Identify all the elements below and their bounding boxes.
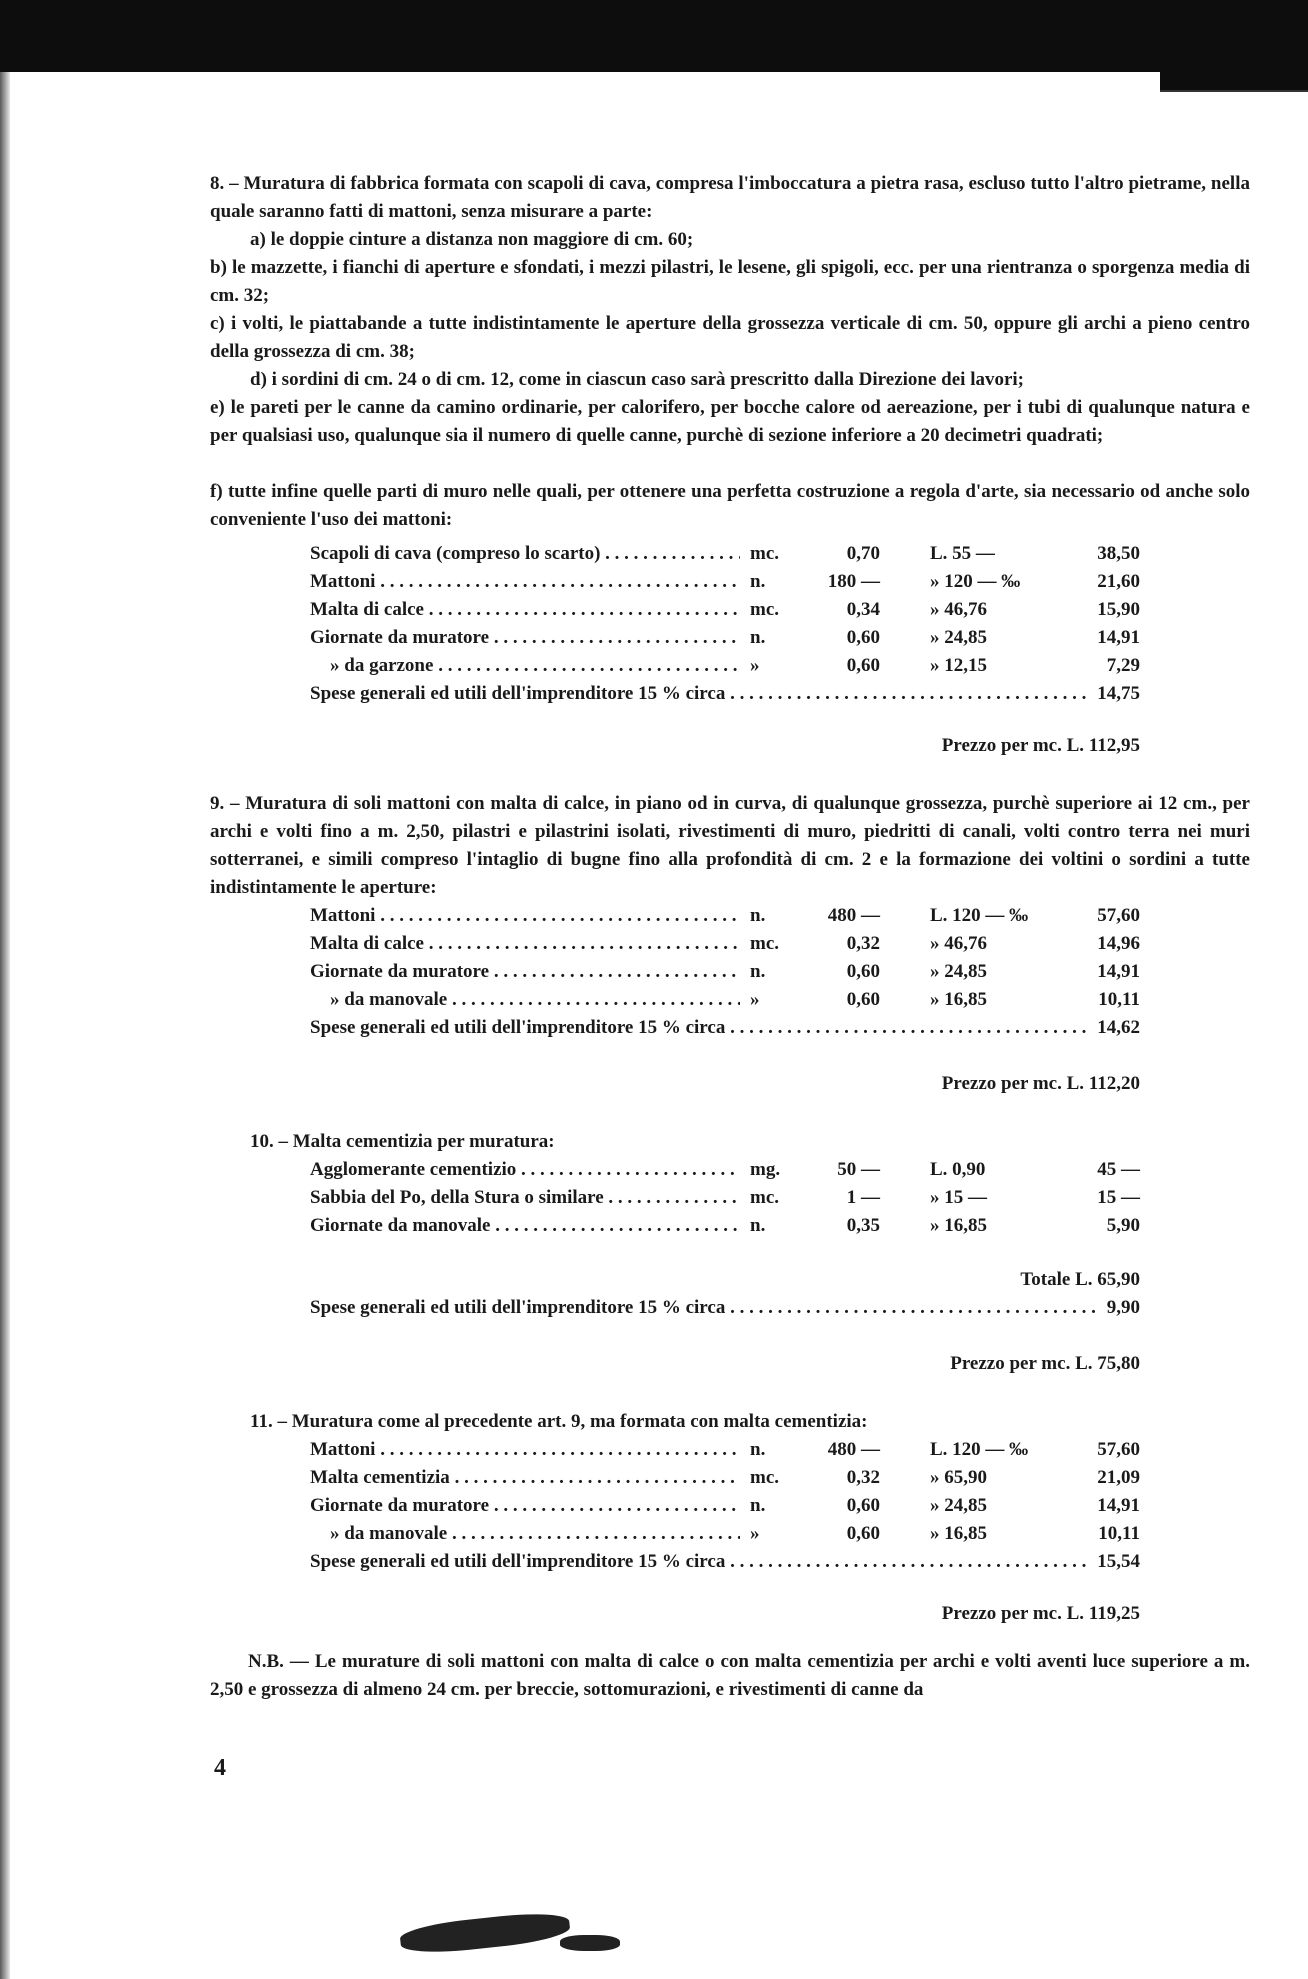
row-unit: n. xyxy=(750,1495,766,1516)
row-qty: 1 — xyxy=(846,1187,880,1208)
row-total: 15 — xyxy=(1097,1187,1140,1208)
row-item: Sabbia del Po, della Stura o similare . . . xyxy=(310,1184,740,1212)
row-qty: 0,60 xyxy=(846,655,880,676)
row-item: » da manovale . . . xyxy=(330,1520,740,1548)
row-item: Giornate da muratore . . . xyxy=(310,1492,740,1520)
row-qty: 0,60 xyxy=(846,1495,880,1516)
table-row xyxy=(310,624,1140,652)
sec8-item-b: b) le mazzette, i fianchi di aperture e sfondati, i mezzi pilastri, le lesene, gli spigoli, ecc. per una rientranza o sporgenza media di cm. 32; xyxy=(210,257,1250,306)
row-price: » 120 — ‰ xyxy=(930,571,1021,592)
table-row xyxy=(310,568,1140,596)
row-total: 14,91 xyxy=(1097,961,1140,982)
row-item: Mattoni . . . xyxy=(310,1436,740,1464)
table-row xyxy=(310,1156,1140,1184)
row-price: L. 120 — ‰ xyxy=(930,1439,1029,1460)
row-price: » 12,15 xyxy=(930,655,987,676)
row-total: 14,91 xyxy=(1097,1495,1140,1516)
sec8-item-d: d) i sordini di cm. 24 o di cm. 12, come in ciascun caso sarà prescritto dalla Direzione dei lavori; xyxy=(250,369,1025,390)
table-row xyxy=(310,1184,1140,1212)
row-qty: 480 — xyxy=(827,905,880,926)
row-qty: 50 — xyxy=(837,1159,880,1180)
row-unit: mc. xyxy=(750,543,780,564)
spese-total: 15,54 xyxy=(1091,1548,1140,1576)
row-price: » 46,76 xyxy=(930,599,987,620)
row-item: Malta di calce . . . xyxy=(310,930,740,958)
row-qty: 0,60 xyxy=(846,989,880,1010)
row-unit: n. xyxy=(750,961,766,982)
row-qty: 0,60 xyxy=(846,961,880,982)
sec8-item-f: f) tutte infine quelle parti di muro nelle quali, per ottenere una perfetta costruzione a regola d'arte, sia necessario od anche solo conveniente l'uso dei mattoni: xyxy=(210,481,1250,530)
spese-total: 14,75 xyxy=(1091,680,1140,708)
row-price: » 24,85 xyxy=(930,961,987,982)
row-price: » 16,85 xyxy=(930,989,987,1010)
table-row xyxy=(310,986,1140,1014)
row-unit: n. xyxy=(750,1215,766,1236)
row-unit: » xyxy=(750,655,760,676)
spese-row xyxy=(310,1548,1140,1576)
table-row xyxy=(310,540,1140,568)
table-row xyxy=(310,1520,1140,1548)
row-item: Agglomerante cementizio . . . xyxy=(310,1156,740,1184)
row-qty: 0,35 xyxy=(846,1215,880,1236)
spese-label: Spese generali ed utili dell'imprenditore 15 % circa xyxy=(310,683,726,704)
sec9-intro: 9. – Muratura di soli mattoni con malta di calce, in piano od in curva, di qualunque grossezza, purchè superiore ai 12 cm., per archi e volti fino a m. 2,50, pilastri e pilastrini isolati, rivestimenti di muro, piedritti di canali, volti contro terra nei muri sotterranei, e simili compreso l'intaglio di bugne fino alla profondità di cm. 2 e la formazione dei voltini o sordini a tutte indistintamente le aperture: xyxy=(210,793,1250,898)
sec8-item-e: e) le pareti per le canne da camino ordinarie, per calorifero, per bocche calore od aereazione, per i tubi di qualunque natura e per qualsiasi uso, qualunque sia il numero di quelle canne, purchè di sezione inferiore a 20 decimetri quadrati; xyxy=(210,397,1250,446)
row-qty: 0,70 xyxy=(846,543,880,564)
row-qty: 0,60 xyxy=(846,627,880,648)
row-total: 14,91 xyxy=(1097,627,1140,648)
row-total: 14,96 xyxy=(1097,933,1140,954)
row-unit: n. xyxy=(750,1439,766,1460)
row-unit: n. xyxy=(750,627,766,648)
row-total: 38,50 xyxy=(1097,543,1140,564)
row-item: » da manovale . . . xyxy=(330,986,740,1014)
spese-label: Spese generali ed utili dell'imprenditore 15 % circa xyxy=(310,1297,726,1318)
row-price: » 24,85 xyxy=(930,1495,987,1516)
row-item: Mattoni . . . xyxy=(310,568,740,596)
row-price: L. 0,90 xyxy=(930,1159,986,1180)
row-price: L. 55 — xyxy=(930,543,995,564)
spese-row xyxy=(310,1294,1140,1322)
spese-row xyxy=(310,1014,1140,1042)
table-row xyxy=(310,596,1140,624)
scan-smudge xyxy=(399,1909,571,1957)
row-total: 45 — xyxy=(1097,1159,1140,1180)
spese-total: 9,90 xyxy=(1101,1294,1140,1322)
table-row xyxy=(310,1492,1140,1520)
row-total: 21,09 xyxy=(1097,1467,1140,1488)
scan-smudge xyxy=(560,1935,620,1951)
table-row xyxy=(310,1436,1140,1464)
row-total: 21,60 xyxy=(1097,571,1140,592)
prezzo-line: Prezzo per mc. L. 75,80 xyxy=(950,1353,1140,1374)
row-qty: 180 — xyxy=(827,571,880,592)
scan-left-edge xyxy=(0,72,10,1979)
row-unit: mc. xyxy=(750,599,780,620)
sec8-item-c: c) i volti, le piattabande a tutte indistintamente le aperture della grossezza verticale di cm. 50, oppure gli archi a pieno centro della grossezza di cm. 38; xyxy=(210,313,1250,362)
sec8-item-a: a) le doppie cinture a distanza non maggiore di cm. 60; xyxy=(250,229,694,250)
scan-top-border-right xyxy=(1160,72,1308,90)
row-item: Mattoni . . . xyxy=(310,902,740,930)
row-item: Malta cementizia . . . xyxy=(310,1464,740,1492)
row-item: Giornate da muratore . . . xyxy=(310,624,740,652)
page-number: 4 xyxy=(214,1755,226,1781)
sec11-intro: 11. – Muratura come al precedente art. 9, ma formata con malta cementizia: xyxy=(250,1411,868,1432)
row-unit: mc. xyxy=(750,933,780,954)
row-price: L. 120 — ‰ xyxy=(930,905,1029,926)
row-unit: mg. xyxy=(750,1159,781,1180)
scan-top-border xyxy=(0,0,1308,72)
row-price: » 15 — xyxy=(930,1187,987,1208)
row-qty: 0,34 xyxy=(846,599,880,620)
row-price: » 24,85 xyxy=(930,627,987,648)
scan-top-line xyxy=(1160,90,1308,92)
row-item: Scapoli di cava (compreso lo scarto) . . . xyxy=(310,540,740,568)
row-item: Giornate da muratore . . . xyxy=(310,958,740,986)
row-price: » 65,90 xyxy=(930,1467,987,1488)
row-total: 10,11 xyxy=(1098,989,1140,1010)
row-qty: 0,32 xyxy=(846,933,880,954)
row-price: » 16,85 xyxy=(930,1215,987,1236)
row-total: 5,90 xyxy=(1106,1215,1140,1236)
row-total: 15,90 xyxy=(1097,599,1140,620)
sec8-intro: 8. – Muratura di fabbrica formata con scapoli di cava, compresa l'imboccatura a pietra rasa, escluso tutto l'altro pietrame, nella quale saranno fatti di mattoni, senza misurare a parte: xyxy=(210,173,1250,222)
row-qty: 0,32 xyxy=(846,1467,880,1488)
table-row xyxy=(310,1212,1140,1240)
row-qty: 0,60 xyxy=(846,1523,880,1544)
spese-label: Spese generali ed utili dell'imprenditore 15 % circa xyxy=(310,1017,726,1038)
row-unit: mc. xyxy=(750,1187,780,1208)
spese-row xyxy=(310,680,1140,708)
table-row xyxy=(310,652,1140,680)
row-price: » 46,76 xyxy=(930,933,987,954)
prezzo-line: Prezzo per mc. L. 112,20 xyxy=(941,1073,1140,1094)
row-total: 10,11 xyxy=(1098,1523,1140,1544)
prezzo-line: Prezzo per mc. L. 112,95 xyxy=(941,735,1140,756)
spese-label: Spese generali ed utili dell'imprenditore 15 % circa xyxy=(310,1551,726,1572)
table-row xyxy=(310,902,1140,930)
table-row xyxy=(310,930,1140,958)
row-unit: » xyxy=(750,989,760,1010)
row-total: 57,60 xyxy=(1097,905,1140,926)
row-qty: 480 — xyxy=(827,1439,880,1460)
row-price: » 16,85 xyxy=(930,1523,987,1544)
row-total: 7,29 xyxy=(1106,655,1140,676)
row-unit: n. xyxy=(750,905,766,926)
spese-total: 14,62 xyxy=(1091,1014,1140,1042)
row-unit: mc. xyxy=(750,1467,780,1488)
prezzo-line: Prezzo per mc. L. 119,25 xyxy=(941,1603,1140,1624)
nb-note: N.B. — Le murature di soli mattoni con malta di calce o con malta cementizia per archi e volti aventi luce superiore a m. 2,50 e grossezza di almeno 24 cm. per breccie, sottomurazioni, e rivestimenti di canne da xyxy=(210,1651,1250,1700)
table-row xyxy=(310,1464,1140,1492)
table-row xyxy=(310,958,1140,986)
row-item: » da garzone . . . xyxy=(330,652,740,680)
totale-line: Totale L. 65,90 xyxy=(1020,1269,1140,1290)
row-item: Giornate da manovale . . . xyxy=(310,1212,740,1240)
row-item: Malta di calce . . . xyxy=(310,596,740,624)
row-unit: n. xyxy=(750,571,766,592)
row-total: 57,60 xyxy=(1097,1439,1140,1460)
row-unit: » xyxy=(750,1523,760,1544)
sec10-intro: 10. – Malta cementizia per muratura: xyxy=(250,1131,555,1152)
